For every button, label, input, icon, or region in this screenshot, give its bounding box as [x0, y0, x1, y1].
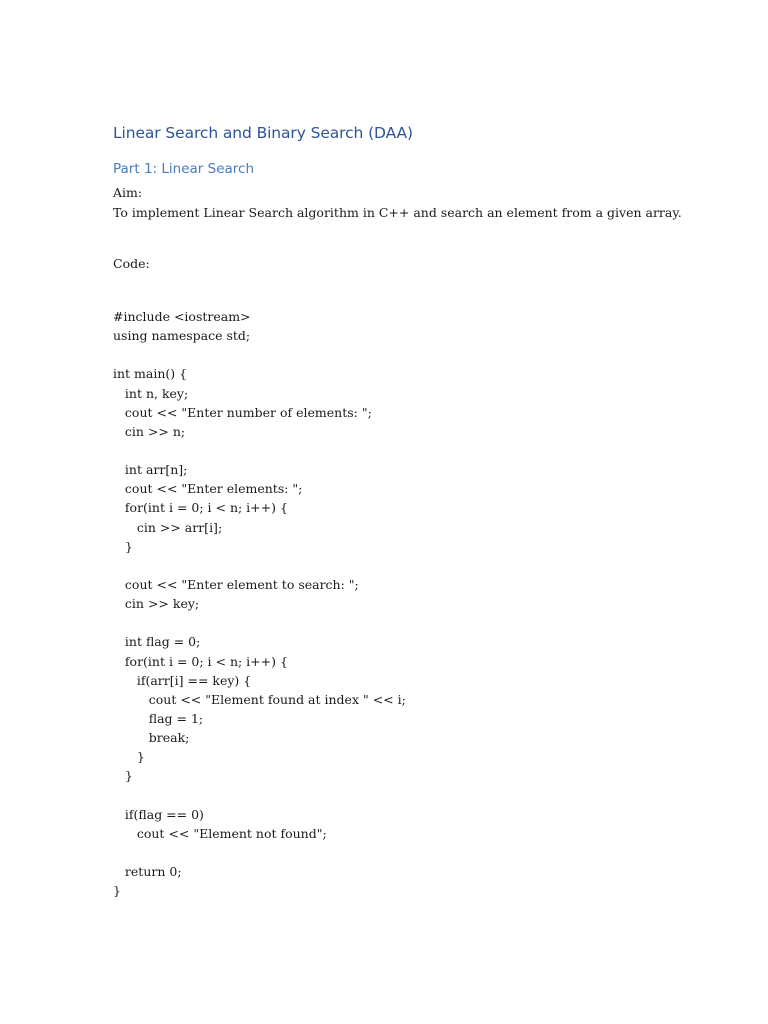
code-line: [113, 843, 406, 862]
code-line: for(int i = 0; i < n; i++) {: [113, 500, 288, 516]
code-line: int flag = 0;: [113, 634, 201, 650]
code-line: cout << "Enter element to search: ";: [113, 576, 359, 592]
code-line: #include <iostream>: [113, 309, 251, 324]
code-line: return 0;: [113, 864, 182, 880]
code-line: cin >> n;: [113, 423, 186, 439]
code-line: }: [113, 768, 133, 784]
code-line: for(int i = 0; i < n; i++) {: [113, 653, 288, 669]
code-block: [113, 307, 406, 900]
code-line: flag = 1;: [113, 710, 204, 726]
code-line: cin >> key;: [113, 596, 200, 612]
code-label: Code:: [113, 256, 150, 271]
code-line: int main() {: [113, 366, 188, 382]
aim-label: Aim:: [113, 185, 143, 200]
code-line: using namespace std;: [113, 328, 251, 344]
code-line: }: [113, 883, 121, 899]
code-line: int arr[n];: [113, 462, 188, 478]
code-line: [113, 345, 406, 364]
code-line: cin >> arr[i];: [113, 519, 223, 535]
code-line: cout << "Element not found";: [113, 825, 327, 841]
aim-text: To implement Linear Search algorithm in C++ and search an element from a given array.: [113, 205, 682, 220]
code-line: if(arr[i] == key) {: [113, 672, 252, 688]
code-line: cout << "Element found at index " << i;: [113, 691, 406, 707]
code-line: }: [113, 749, 145, 765]
code-line: [113, 556, 406, 575]
code-line: if(flag == 0): [113, 806, 204, 822]
document-title: Linear Search and Binary Search (DAA): [113, 124, 413, 142]
code-line: int n, key;: [113, 385, 189, 401]
code-line: [113, 613, 406, 632]
section-heading: Part 1: Linear Search: [113, 161, 254, 177]
code-line: cout << "Enter number of elements: ";: [113, 404, 372, 420]
code-line: [113, 441, 406, 460]
code-line: [113, 786, 406, 805]
code-line: cout << "Enter elements: ";: [113, 481, 303, 497]
code-line: break;: [113, 730, 190, 746]
code-line: }: [113, 538, 133, 554]
